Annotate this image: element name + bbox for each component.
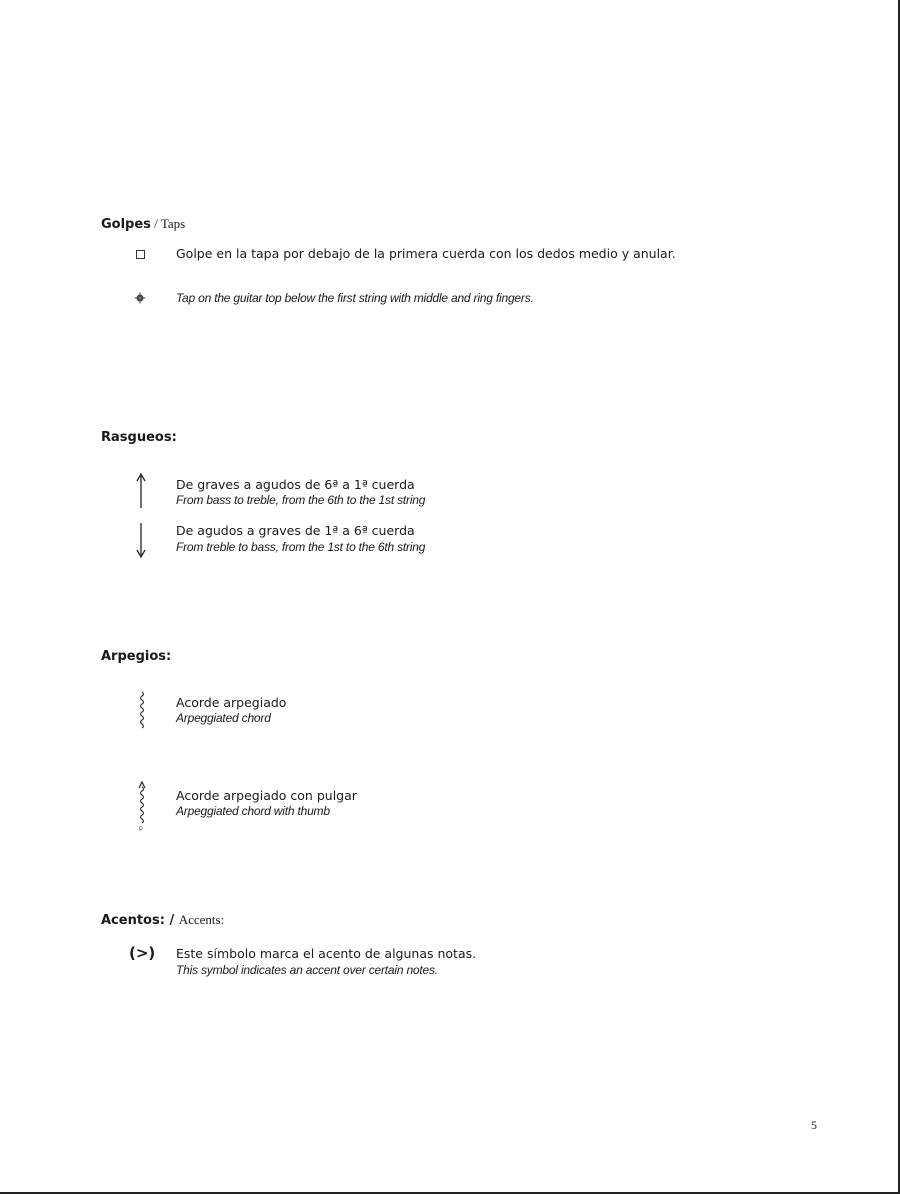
rasgueos-heading: Rasgueos:	[101, 430, 177, 445]
arpegios-item-2-es: Acorde arpegiado con pulgar	[176, 788, 357, 803]
golpes-heading	[101, 216, 185, 232]
acentos-heading	[101, 912, 224, 928]
arpeggio-thumb-icon	[136, 781, 148, 831]
rasgueos-item-2-en: From treble to bass, from the 1st to the 6th string	[176, 540, 426, 554]
svg-text:p: p	[139, 825, 143, 831]
rasgueos-item-2-es: De agudos a graves de 1ª a 6ª cuerda	[176, 523, 415, 538]
arpegios-heading: Arpegios:	[101, 649, 172, 664]
arpegios-item-1-en: Arpeggiated chord	[176, 711, 271, 725]
golpes-subtitle: Taps	[160, 216, 186, 231]
rasgueos-item-1-en: From bass to treble, from the 6th to the 1st string	[176, 493, 426, 507]
golpes-separator: /	[150, 216, 161, 231]
acentos-title: Acentos: /	[101, 913, 175, 928]
arrow-down-icon	[134, 521, 148, 559]
flower-symbol-icon	[134, 292, 146, 304]
rasgueos-item-1-es: De graves a agudos de 6ª a 1ª cuerda	[176, 477, 415, 492]
golpes-title: Golpes	[101, 217, 151, 232]
arpegios-item-2-en: Arpeggiated chord with thumb	[176, 804, 330, 818]
page-number: 5	[811, 1118, 817, 1132]
arpegios-item-1-es: Acorde arpegiado	[176, 695, 287, 710]
arrow-up-icon	[134, 472, 148, 510]
acentos-en: This symbol indicates an accent over certain notes.	[176, 963, 438, 977]
arpeggio-icon	[137, 690, 147, 732]
acentos-es: Este símbolo marca el acento de algunas notas.	[176, 946, 477, 961]
accent-symbol: (>)	[129, 944, 156, 962]
golpes-item-en: Tap on the guitar top below the first string with middle and ring fingers.	[176, 291, 534, 305]
golpes-item-es: Golpe en la tapa por debajo de la primera cuerda con los dedos medio y anular.	[176, 246, 676, 261]
square-symbol-icon	[135, 249, 147, 261]
acentos-subtitle: Accents:	[178, 912, 225, 927]
